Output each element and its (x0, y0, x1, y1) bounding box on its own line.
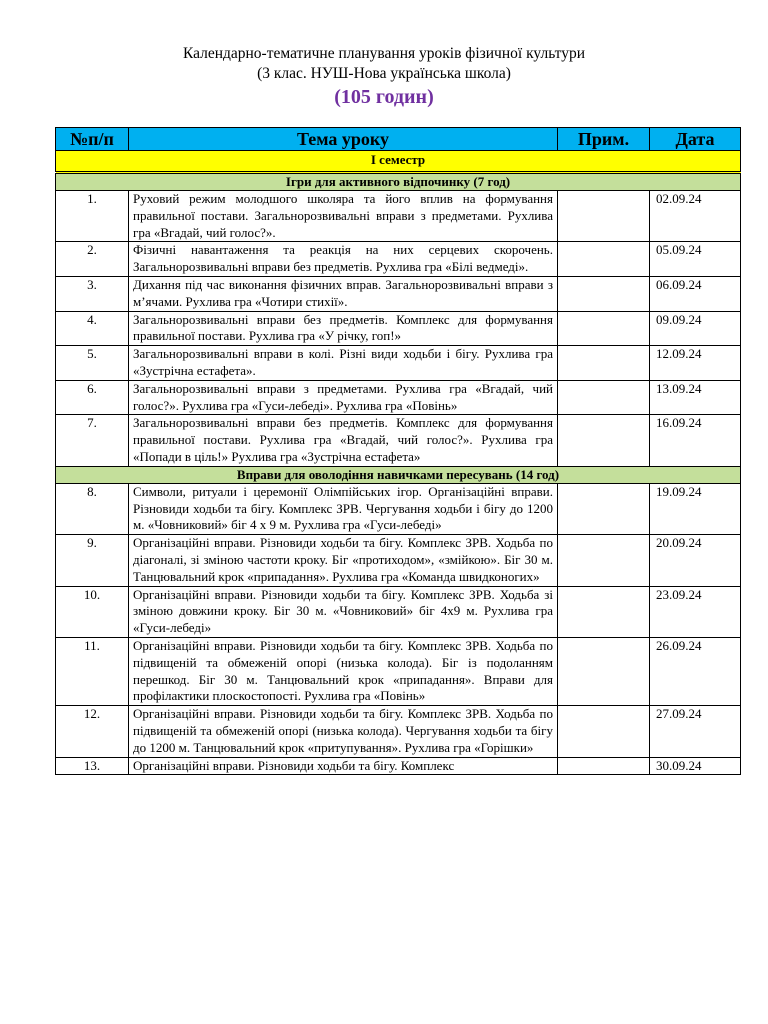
lesson-note (558, 757, 650, 775)
lesson-number: 3. (56, 276, 129, 311)
lesson-note (558, 346, 650, 381)
lesson-note (558, 483, 650, 534)
lesson-topic: Загальнорозвивальні вправи з предметами. Рухлива гра «Вгадай, чий голос?». Рухлива гра «Гуси-лебеді». Рухлива гра «Повінь» (129, 380, 558, 415)
lesson-date: 20.09.24 (650, 535, 741, 586)
lesson-note (558, 380, 650, 415)
lesson-date: 16.09.24 (650, 415, 741, 466)
lesson-topic: Фізичні навантаження та реакція на них серцевих скорочень. Загальнорозвивальні вправи без предметів. Рухлива гра «Білі ведмеді». (129, 242, 558, 277)
lesson-date: 23.09.24 (650, 586, 741, 637)
lesson-topic: Дихання під час виконання фізичних вправ. Загальнорозвивальні вправи з м’ячами. Рухлива гра «Чотири стихії». (129, 276, 558, 311)
header-topic: Тема уроку (129, 128, 558, 151)
table-row (56, 311, 741, 346)
lesson-number: 6. (56, 380, 129, 415)
lesson-date: 27.09.24 (650, 706, 741, 757)
lesson-topic: Організаційні вправи. Різновиди ходьби та бігу. Комплекс ЗРВ. Ходьба по підвищеній та обмеженій опорі (низька колода). Біг із подоланням перешкод. Біг 30 м. Танцювальний крок «припадання». Вправи для профілактики плоскостопості. Рухлива гра «Повінь» (129, 637, 558, 705)
lesson-topic: Загальнорозвивальні вправи без предметів. Комплекс для формування правильної постави. Рухлива гра «У річку, гоп!» (129, 311, 558, 346)
lesson-number: 12. (56, 706, 129, 757)
table-row (56, 346, 741, 381)
lesson-date: 09.09.24 (650, 311, 741, 346)
table-row (56, 535, 741, 586)
table-row (56, 380, 741, 415)
lesson-date: 26.09.24 (650, 637, 741, 705)
lesson-number: 4. (56, 311, 129, 346)
table-row (56, 191, 741, 242)
table-row (56, 415, 741, 466)
lesson-note (558, 276, 650, 311)
header-date: Дата (650, 128, 741, 151)
lesson-topic: Руховий режим молодшого школяра та його вплив на формування правильної постави. Загальнорозвивальні вправи з предметами. Рухлива гра «Вгадай, чий голос?». (129, 191, 558, 242)
lesson-note (558, 415, 650, 466)
section-row (56, 466, 741, 483)
lesson-number: 5. (56, 346, 129, 381)
lesson-note (558, 706, 650, 757)
table-row (56, 276, 741, 311)
lesson-date: 02.09.24 (650, 191, 741, 242)
lesson-topic: Організаційні вправи. Різновиди ходьби та бігу. Комплекс (129, 757, 558, 775)
lesson-number: 7. (56, 415, 129, 466)
section-row (56, 173, 741, 191)
lesson-date: 06.09.24 (650, 276, 741, 311)
semester-row (56, 151, 741, 173)
lesson-number: 10. (56, 586, 129, 637)
table-row (56, 483, 741, 534)
doc-title-line2: (3 клас. НУШ-Нова українська школа) (257, 65, 511, 82)
lesson-number: 1. (56, 191, 129, 242)
doc-title-hours: (105 годин) (334, 86, 434, 108)
lesson-note (558, 311, 650, 346)
semester-label: І семестр (56, 151, 741, 173)
table-header-row (56, 128, 741, 151)
lesson-note (558, 637, 650, 705)
section-label: Вправи для оволодіння навичками пересувань (14 год) (56, 466, 741, 483)
lesson-topic: Організаційні вправи. Різновиди ходьби та бігу. Комплекс ЗРВ. Ходьба зі зміною довжини кроку. Біг 30 м. «Човниковий» біг 4х9 м. Рухлива гра «Гуси-лебеді» (129, 586, 558, 637)
lesson-topic: Загальнорозвивальні вправи в колі. Різні види ходьби і бігу. Рухлива гра «Зустрічна естафета». (129, 346, 558, 381)
table-row (56, 706, 741, 757)
lesson-topic: Загальнорозвивальні вправи без предметів. Комплекс для формування правильної постави. Рухлива гра «Вгадай, чий голос?». Рухлива гра «Попади в ціль!» Рухлива гра «Зустрічна естафета» (129, 415, 558, 466)
lesson-number: 9. (56, 535, 129, 586)
table-row (56, 757, 741, 775)
lesson-date: 12.09.24 (650, 346, 741, 381)
header-num: №п/п (56, 128, 129, 151)
lesson-note (558, 586, 650, 637)
lesson-number: 8. (56, 483, 129, 534)
lesson-number: 11. (56, 637, 129, 705)
lesson-note (558, 535, 650, 586)
lesson-note (558, 242, 650, 277)
table-row (56, 586, 741, 637)
lesson-date: 05.09.24 (650, 242, 741, 277)
lesson-date: 30.09.24 (650, 757, 741, 775)
lesson-plan-table (55, 127, 741, 775)
section-label: Ігри для активного відпочинку (7 год) (56, 173, 741, 191)
header-note: Прим. (558, 128, 650, 151)
lesson-topic: Організаційні вправи. Різновиди ходьби та бігу. Комплекс ЗРВ. Ходьба по підвищеній та обмеженій опорі (низька колода). Чергування ходьби та бігу до 1200 м. Танцювальний крок «притупування». Рухлива гра «Горішки» (129, 706, 558, 757)
lesson-note (558, 191, 650, 242)
table-row (56, 242, 741, 277)
doc-title-line1: Календарно-тематичне планування уроків фізичної культури (182, 45, 586, 62)
lesson-topic: Організаційні вправи. Різновиди ходьби та бігу. Комплекс ЗРВ. Ходьба по діагоналі, зі зміною частоти кроку. Біг «протиходом», «змійкою». Біг 30 м. Танцювальний крок «припадання». Рухлива гра «Команда швидконогих» (129, 535, 558, 586)
lesson-date: 19.09.24 (650, 483, 741, 534)
lesson-number: 2. (56, 242, 129, 277)
lesson-date: 13.09.24 (650, 380, 741, 415)
lesson-number: 13. (56, 757, 129, 775)
lesson-topic: Символи, ритуали і церемонії Олімпійських ігор. Організаційні вправи. Різновиди ходьби та бігу. Комплекс ЗРВ. Чергування ходьби і бігу до 1200 м. «Човниковий» біг 4 х 9 м. Рухлива гра «Гуси-лебеді» (129, 483, 558, 534)
table-row (56, 637, 741, 705)
